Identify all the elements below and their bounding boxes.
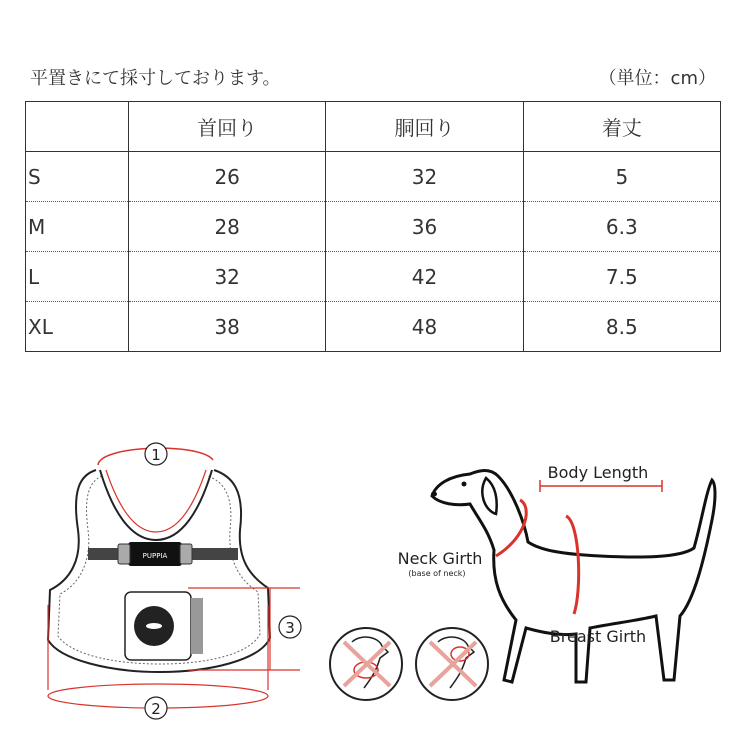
size-label: S <box>26 152 129 202</box>
neck-value: 38 <box>129 302 326 352</box>
dog-nose <box>431 492 437 497</box>
header-length: 着丈 <box>523 102 720 152</box>
harness-side-tab <box>191 598 203 654</box>
marker-2-label: 2 <box>151 700 161 718</box>
harness-brand-label: PUPPIA <box>142 552 168 560</box>
buckle-left-clip <box>118 544 130 564</box>
neck-value: 28 <box>129 202 326 252</box>
marker-3-label: 3 <box>285 619 295 637</box>
table-row <box>26 252 721 302</box>
breast-girth-label: Breast Girth <box>549 627 647 646</box>
dog-eye <box>462 482 467 487</box>
size-label: L <box>26 252 129 302</box>
chest-value: 32 <box>326 152 523 202</box>
length-value: 7.5 <box>523 252 720 302</box>
harness-illustration <box>48 443 301 719</box>
neck-value: 26 <box>129 152 326 202</box>
body-length-label: Body Length <box>547 463 649 482</box>
measurement-diagram <box>0 380 740 730</box>
table-header-row <box>26 102 721 152</box>
size-label: XL <box>26 302 129 352</box>
table-row <box>26 152 721 202</box>
chest-value: 48 <box>326 302 523 352</box>
length-value: 5 <box>523 152 720 202</box>
length-value: 6.3 <box>523 202 720 252</box>
chest-value: 36 <box>326 202 523 252</box>
length-value: 8.5 <box>523 302 720 352</box>
chest-value: 42 <box>326 252 523 302</box>
marker-1-label: 1 <box>151 446 161 464</box>
wrong-measure-icon-1 <box>330 628 402 700</box>
size-table <box>25 101 721 352</box>
wrong-measure-icon-2 <box>416 628 488 700</box>
table-row <box>26 302 721 352</box>
neck-girth-label: Neck Girth <box>397 549 483 568</box>
bone-icon <box>146 623 162 629</box>
buckle-right-clip <box>180 544 192 564</box>
header-corner <box>26 102 129 152</box>
measurement-note: 平置きにて採寸しております。 <box>30 68 281 89</box>
size-label: M <box>26 202 129 252</box>
header-neck: 首回り <box>129 102 326 152</box>
unit-note: （単位：cm） <box>598 68 716 89</box>
header-chest: 胴回り <box>326 102 523 152</box>
table-row <box>26 202 721 252</box>
neck-value: 32 <box>129 252 326 302</box>
neck-girth-note: (base of neck) <box>408 569 466 578</box>
